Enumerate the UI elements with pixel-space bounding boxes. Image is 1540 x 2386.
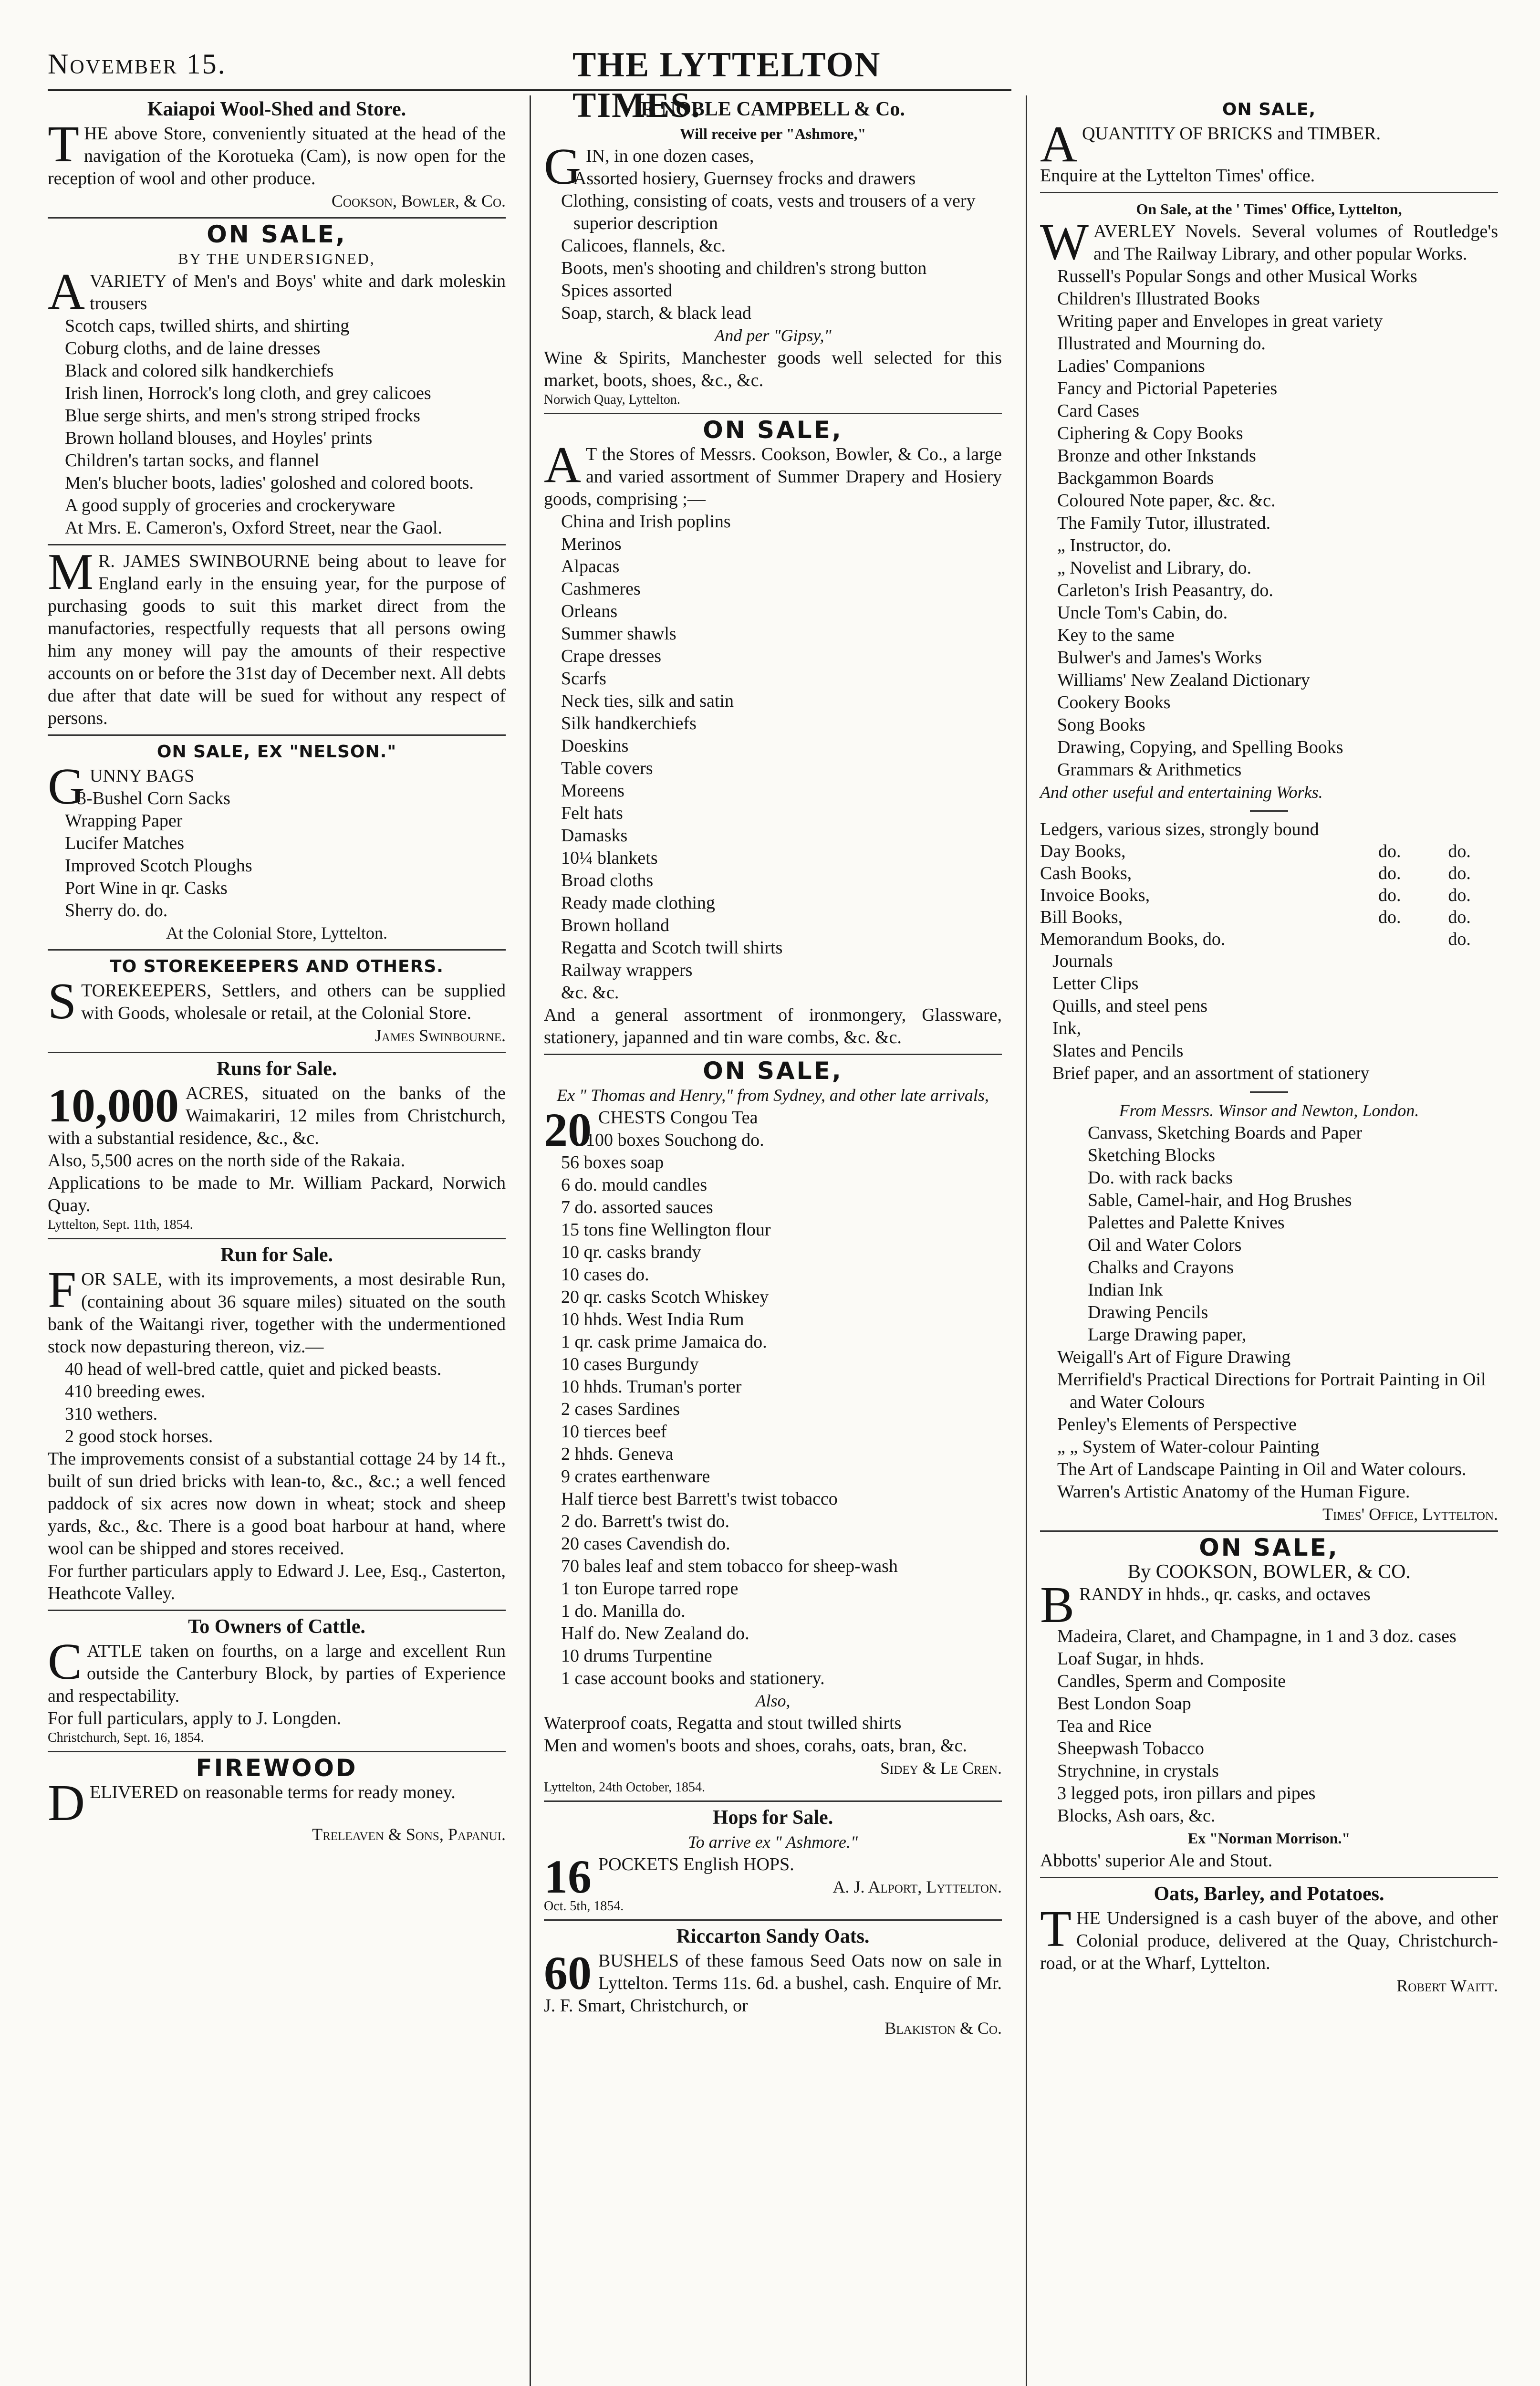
list-item: Men's blucher boots, ladies' goloshed and colored boots. (65, 473, 474, 493)
table-cell: do. (1378, 841, 1401, 861)
list-item: 70 bales leaf and stem tobacco for sheep-wash (561, 1556, 898, 1576)
ad-body (48, 544, 506, 730)
list-item: 1 ton Europe tarred rope (561, 1579, 739, 1599)
list-item: Sherry do. do. (65, 900, 168, 921)
list-item: Williams' New Zealand Dictionary (1057, 670, 1310, 690)
ad-subheading: Also, (755, 1691, 791, 1710)
list-item: „ Novelist and Library, do. (1057, 558, 1251, 578)
list-item: 10 cases do. (561, 1265, 649, 1285)
list-item: At Mrs. E. Cameron's, Oxford Street, near the Gaol. (65, 518, 442, 538)
ad-heading: TO STOREKEEPERS AND OTHERS. (110, 957, 444, 976)
ad-heading: ON SALE, (703, 1057, 843, 1085)
ad-text: ELIVERED on reasonable terms for ready money. (90, 1782, 456, 1802)
ad-body (48, 973, 506, 1030)
table-cell: do. (1378, 885, 1401, 905)
table-row (1040, 906, 1498, 928)
table-row (1040, 928, 1498, 950)
list-item: 10¼ blankets (561, 848, 658, 868)
ad-body (48, 1262, 506, 1358)
ad-text: Wine & Spirits, Manchester goods well selected for this market, boots, shoes, &c., &c. (544, 348, 1002, 390)
issue-date: November 15. (48, 48, 227, 80)
list-item: Coloured Note paper, &c. &c. (1057, 491, 1276, 511)
ad-heading: On Sale, at the ' Times' Office, Lyttelton, (1136, 200, 1402, 218)
list-item: Oil and Water Colors (1088, 1235, 1242, 1255)
column-divider (530, 95, 531, 2386)
item-list (1040, 1346, 1498, 1503)
list-item: 10 drums Turpentine (561, 1646, 712, 1666)
list-item: Sketching Blocks (1088, 1145, 1216, 1165)
big-number: 10,000 (48, 1079, 179, 1132)
ad-heading: ON SALE, (1199, 1534, 1339, 1561)
ad-text: BUSHELS of these famous Seed Oats now on sale in Lyttelton. Terms 11s. 6d. a bushel, cash. Enquire of Mr. J. F. Smart, Christchurch, or (544, 1951, 1002, 2016)
list-item: Warren's Artistic Anatomy of the Human Figure. (1057, 1482, 1410, 1502)
list-item: Fancy and Pictorial Papeteries (1057, 378, 1278, 398)
drop-cap: M (48, 544, 94, 600)
list-item: Spices assorted (561, 281, 673, 301)
list-item: Quills, and steel pens (1052, 996, 1208, 1016)
list-item: 10 cases Burgundy (561, 1354, 699, 1374)
list-item: Brown holland (561, 915, 669, 935)
list-item: Blue serge shirts, and men's strong striped frocks (65, 406, 420, 426)
list-item: A good supply of groceries and crockeryware (65, 495, 395, 515)
drop-cap: F (48, 1262, 77, 1319)
ad-text: T the Stores of Messrs. Cookson, Bowler, & Co., a large and varied assortment of Summer Drapery and Hosiery goods, comprising ;— (544, 444, 1002, 509)
ad-text: TOREKEEPERS, Settlers, and others can be supplied with Goods, wholesale or retail, at the Colonial Store. (81, 981, 506, 1023)
item-list (48, 1358, 506, 1448)
drop-cap: B (1040, 1577, 1075, 1633)
list-item: Grammars & Arithmetics (1057, 760, 1242, 780)
table-cell: Ledgers, various sizes, strongly bound (1040, 819, 1319, 839)
list-item: 1 qr. cask prime Jamaica do. (561, 1332, 767, 1352)
list-item: &c. &c. (561, 983, 619, 1003)
list-item: 7 do. assorted sauces (561, 1197, 713, 1217)
ad-heading: FIREWOOD (196, 1754, 358, 1782)
list-item: Weigall's Art of Figure Drawing (1057, 1347, 1291, 1367)
ad-firewood (48, 1754, 506, 1851)
list-item: 10 hhds. West India Rum (561, 1309, 744, 1329)
table-cell: Cash Books, (1040, 863, 1132, 883)
list-item: Children's tartan socks, and flannel (65, 450, 320, 471)
ad-onsale-thomas-henry (544, 1057, 1002, 1802)
ad-text: ACRES, situated on the banks of the Waimakariri, 12 miles from Christchurch, with a substantial residence, &c., &c. (48, 1083, 506, 1148)
list-item: Soap, starch, & black lead (561, 303, 751, 323)
column-2 (544, 95, 1002, 2049)
ad-heading: Run for Sale. (220, 1244, 333, 1266)
ad-body (48, 116, 506, 190)
big-number: 20 (544, 1103, 592, 1156)
ad-subheading: To arrive ex " Ashmore." (688, 1832, 858, 1852)
ad-subheading: Ex "Norman Morrison." (1187, 1830, 1351, 1847)
list-item: Doeskins (561, 736, 629, 756)
item-list (1040, 265, 1498, 781)
list-item: Palettes and Palette Knives (1088, 1213, 1285, 1233)
list-item: Children's Illustrated Books (1057, 289, 1260, 309)
ad-riccarton-oats (544, 1926, 1002, 2044)
list-item: Do. with rack backs (1088, 1168, 1233, 1188)
list-item: 20 qr. casks Scotch Whiskey (561, 1287, 769, 1307)
ad-heading: ON SALE, EX "NELSON." (156, 742, 397, 762)
list-item: 3 legged pots, iron pillars and pipes (1057, 1783, 1316, 1803)
list-item: Key to the same (1057, 625, 1175, 645)
ad-onsale-moleskin (48, 220, 506, 545)
list-item: Bronze and other Inkstands (1057, 446, 1256, 466)
ad-oats-barley-potatoes (1040, 1883, 1498, 2002)
ad-lead (1040, 116, 1498, 173)
table-row (1040, 818, 1498, 840)
list-item: Half do. New Zealand do. (561, 1623, 749, 1643)
ad-lead (1040, 1577, 1498, 1633)
list-item: Scarfs (561, 669, 606, 689)
ad-text: HE above Store, conveniently situated at the head of the navigation of the Korotueka (Cam), is now open for the reception of wool and other produce. (48, 124, 506, 188)
ad-heading: Hops for Sale. (712, 1807, 833, 1829)
list-item: Orleans (561, 601, 618, 621)
list-item: Indian Ink (1088, 1280, 1163, 1300)
list-item: Sable, Camel-hair, and Hog Brushes (1088, 1190, 1352, 1210)
list-item: Alpacas (561, 556, 620, 576)
ad-text: ATTLE taken on fourths, on a large and excellent Run outside the Canterbury Block, by parties of Experience and respectability. (48, 1641, 506, 1706)
list-item: „ Instructor, do. (1057, 535, 1172, 555)
list-item: „ „ System of Water-colour Painting (1057, 1437, 1320, 1457)
list-item: Neck ties, silk and satin (561, 691, 734, 711)
ad-date: Christchurch, Sept. 16, 1854. (48, 1730, 204, 1745)
big-number: 16 (544, 1850, 592, 1903)
ad-signature: Treleaven & Sons, Papanui. (312, 1825, 506, 1844)
list-item: Bulwer's and James's Works (1057, 648, 1262, 668)
masthead-rule (48, 89, 1011, 91)
ad-body (48, 1775, 506, 1831)
list-item: Irish linen, Horrock's long cloth, and grey calicoes (65, 383, 431, 403)
list-item: 100 boxes Souchong do. (586, 1130, 764, 1150)
list-item: Card Cases (1057, 401, 1140, 421)
big-number: 60 (544, 1946, 592, 1999)
list-item: 10 hhds. Truman's porter (561, 1377, 742, 1397)
ad-text: CHESTS Congou Tea (598, 1108, 758, 1128)
ad-text: UNNY BAGS (90, 766, 195, 786)
ad-hops (544, 1807, 1002, 1921)
ad-heading: Oats, Barley, and Potatoes. (1154, 1883, 1384, 1905)
list-item: Regatta and Scotch twill shirts (561, 938, 783, 958)
ad-bricks-timber (1040, 98, 1498, 193)
drop-cap: D (48, 1775, 85, 1831)
drop-cap: A (48, 263, 85, 320)
table-row (1040, 862, 1498, 884)
list-item: 56 boxes soap (561, 1152, 664, 1172)
list-item: Chalks and Crayons (1088, 1257, 1234, 1277)
ad-run-for-sale (48, 1244, 506, 1611)
list-item: 2 good stock horses. (65, 1426, 213, 1446)
ad-text: For full particulars, apply to J. Longden. (48, 1708, 342, 1728)
ad-noble-campbell (544, 98, 1002, 414)
list-item: Merrifield's Practical Directions for Portrait Painting in Oil and Water Colours (1057, 1370, 1486, 1412)
drop-cap: A (544, 437, 581, 493)
column-divider (1026, 95, 1027, 2386)
item-list (544, 1129, 1002, 1690)
ad-signature: Times' Office, Lyttelton. (1322, 1505, 1498, 1524)
ad-text: POCKETS English HOPS. (598, 1854, 794, 1874)
ad-owners-of-cattle (48, 1616, 506, 1752)
ad-heading: Kaiapoi Wool-Shed and Store. (147, 98, 406, 120)
list-item: Song Books (1057, 715, 1145, 735)
table-cell: do. (1378, 907, 1401, 927)
item-list (48, 787, 506, 922)
list-item: Assorted hosiery, Guernsey frocks and drawers (573, 168, 916, 188)
list-item: Boots, men's shooting and children's strong button (561, 258, 927, 278)
ad-heading: ON SALE, (1222, 100, 1316, 119)
list-item: Improved Scotch Ploughs (65, 856, 252, 876)
list-item: Coburg cloths, and de laine dresses (65, 338, 321, 358)
list-item: Best London Soap (1057, 1694, 1191, 1714)
ad-heading: Runs for Sale. (216, 1058, 337, 1080)
list-item: Calicoes, flannels, &c. (561, 236, 726, 256)
list-item: Broad cloths (561, 870, 654, 890)
ad-signature: Sidey & Le Cren. (880, 1758, 1002, 1778)
table-cell: do. (1378, 863, 1401, 883)
ad-runs-for-sale (48, 1058, 506, 1239)
ad-text: VARIETY of Men's and Boys' white and dark moleskin trousers (90, 271, 506, 314)
ad-onsale-drapery (544, 416, 1002, 1055)
ad-signature: James Swinbourne. (375, 1026, 506, 1045)
list-item: Sheepwash Tobacco (1057, 1738, 1204, 1758)
list-item: Merinos (561, 534, 622, 554)
item-list (1040, 1625, 1498, 1827)
list-item: 20 cases Cavendish do. (561, 1534, 730, 1554)
ad-body (544, 1946, 1002, 2017)
list-item: Illustrated and Mourning do. (1057, 334, 1266, 354)
ad-subheading: Will receive per "Ashmore," (679, 125, 866, 142)
ad-body (1040, 1901, 1498, 1975)
list-item: Half tierce best Barrett's twist tobacco (561, 1489, 838, 1509)
item-list (48, 315, 506, 539)
table-cell: Invoice Books, (1040, 885, 1150, 905)
list-item: 2 do. Barrett's twist do. (561, 1511, 730, 1531)
ad-heading: F. NOBLE CAMPBELL & Co. (641, 98, 905, 120)
ad-signature: Cookson, Bowler, & Co. (331, 191, 506, 210)
ad-body (48, 1079, 506, 1150)
drop-cap: A (1040, 116, 1077, 173)
ad-signature: A. J. Alport, Lyttelton. (832, 1877, 1002, 1896)
list-item: Silk handkerchiefs (561, 713, 697, 733)
item-list (1040, 1122, 1498, 1346)
list-item: Black and colored silk handkerchiefs (65, 361, 334, 381)
list-item: Table covers (561, 758, 653, 778)
ad-text: Men and women's boots and shoes, corahs, oats, bran, &c. (544, 1736, 968, 1756)
item-list (544, 511, 1002, 1004)
drop-cap: S (48, 973, 77, 1030)
column-1 (48, 95, 506, 1855)
table-row (1040, 840, 1498, 862)
ad-times-office-books (1040, 198, 1498, 1532)
table-cell: do. (1448, 863, 1471, 883)
table-cell: do. (1448, 841, 1471, 861)
list-item: Drawing, Copying, and Spelling Books (1057, 737, 1343, 757)
list-item: 2 hhds. Geneva (561, 1444, 674, 1464)
ad-text: And a general assortment of ironmongery, Glassware, stationery, japanned and tin ware combs, &c. &c. (544, 1005, 1002, 1047)
list-item: Ciphering & Copy Books (1057, 423, 1243, 443)
list-item: Crape dresses (561, 646, 661, 666)
ad-heading: ON SALE, (207, 220, 347, 248)
list-item: Carleton's Irish Peasantry, do. (1057, 580, 1273, 600)
table-cell: Day Books, (1040, 841, 1126, 861)
list-item: Damasks (561, 826, 628, 846)
list-item: Railway wrappers (561, 960, 693, 980)
ad-text: QUANTITY OF BRICKS and TIMBER. (1082, 124, 1381, 144)
list-item: China and Irish poplins (561, 512, 731, 532)
list-item: Scotch caps, twilled shirts, and shirting (65, 316, 350, 336)
list-item: Penley's Elements of Perspective (1057, 1414, 1297, 1434)
list-item: The Family Tutor, illustrated. (1057, 513, 1271, 533)
ad-swinbourne (48, 544, 506, 736)
list-item: 310 wethers. (65, 1404, 158, 1424)
ad-text: Abbotts' superior Ale and Stout. (1040, 1851, 1273, 1871)
ad-text: R. JAMES SWINBOURNE being about to leave for England early in the ensuing year, for the purpose of purchasing goods to suit this market direct from the manufactories, respectfully requests that all persons owing him any money will pay the amounts of their respective accounts on or before the 31st day of December next. All debts due after that date will be sued for without any respect of persons. (48, 551, 506, 728)
ad-date: Lyttelton, 24th October, 1854. (544, 1780, 705, 1795)
list-item: Clothing, consisting of coats, vests and trousers of a very superior description (561, 191, 976, 233)
ad-subheading: Ex " Thomas and Henry," from Sydney, and other late arrivals, (557, 1086, 989, 1105)
list-item: Wrapping Paper (65, 811, 183, 831)
ad-date: Oct. 5th, 1854. (544, 1899, 624, 1914)
table-cell: do. (1448, 907, 1471, 927)
table-cell: Bill Books, (1040, 907, 1123, 927)
item-list (1040, 950, 1498, 1085)
list-item: 1 case account books and stationery. (561, 1668, 825, 1688)
list-item: Russell's Popular Songs and other Musical Works (1057, 266, 1417, 286)
list-item: Summer shawls (561, 624, 676, 644)
ad-subheading: By COOKSON, BOWLER, & CO. (1127, 1561, 1411, 1583)
ad-brandy (1040, 1534, 1498, 1878)
list-item: Madeira, Claret, and Champagne, in 1 and 3 doz. cases (1057, 1626, 1457, 1646)
drop-cap: G (48, 758, 85, 815)
list-item: Slates and Pencils (1052, 1041, 1184, 1061)
drop-cap: T (1040, 1901, 1072, 1957)
list-item: 10 qr. casks brandy (561, 1242, 701, 1262)
ad-text: Enquire at the Lyttelton Times' office. (1040, 166, 1315, 186)
list-item: 9 crates earthenware (561, 1466, 710, 1486)
list-item: Cookery Books (1057, 692, 1171, 712)
newspaper-title: THE LYTTELTON TIMES. (572, 45, 881, 125)
list-item: Strychnine, in crystals (1057, 1761, 1219, 1781)
list-item: The Art of Landscape Painting in Oil and Water colours. (1057, 1459, 1467, 1479)
list-item: Loaf Sugar, in hhds. (1057, 1649, 1204, 1669)
ad-text: Several volumes of Routledge's and The Railway Library, and other popular Works. (1093, 221, 1498, 264)
list-item: Tea and Rice (1057, 1716, 1152, 1736)
column-3 (1040, 95, 1498, 2007)
ad-signature: At the Colonial Store, Lyttelton. (166, 923, 387, 942)
list-item: 410 breeding ewes. (65, 1381, 206, 1402)
list-item: Brief paper, and an assortment of stationery (1052, 1063, 1370, 1083)
divider (1250, 1091, 1288, 1093)
list-item: Backgammon Boards (1057, 468, 1214, 488)
ad-nelson (48, 741, 506, 951)
list-item: Letter Clips (1052, 973, 1139, 994)
list-item: Large Drawing paper, (1088, 1325, 1247, 1345)
list-item: 15 tons fine Wellington flour (561, 1220, 771, 1240)
ad-text: Applications to be made to Mr. William Packard, Norwich Quay. (48, 1173, 506, 1215)
ad-subheading: BY THE UNDERSIGNED, (178, 250, 375, 267)
table-row (1040, 884, 1498, 906)
ad-heading: To Owners of Cattle. (188, 1616, 365, 1638)
item-list (544, 167, 1002, 324)
ad-body (48, 1633, 506, 1707)
ad-text: IN, in one dozen cases, (586, 146, 754, 166)
ad-text: And other useful and entertaining Works. (1040, 783, 1323, 802)
list-item: 2 cases Sardines (561, 1399, 680, 1419)
ad-text: For further particulars apply to Edward J. Lee, Esq., Casterton, Heathcote Valley. (48, 1561, 506, 1603)
table-cell: do. (1448, 885, 1471, 905)
ad-heading: ON SALE, (703, 416, 843, 444)
list-item: Ladies' Companions (1057, 356, 1205, 376)
ad-signature: Blakiston & Co. (884, 2019, 1002, 2038)
ad-text: HE Undersigned is a cash buyer of the above, and other Colonial produce, delivered at the Quay, Christchurch-road, or at the Wharf, Lyttelton. (1040, 1908, 1498, 1973)
list-item: Ink, (1052, 1018, 1082, 1038)
ad-text: AVERLEY Novels. (1093, 221, 1241, 241)
ad-subheading: And per "Gipsy," (714, 326, 832, 345)
ledger-table (1040, 818, 1498, 950)
list-item: Brown holland blouses, and Hoyles' prints (65, 428, 373, 448)
list-item: Moreens (561, 781, 624, 801)
drop-cap: C (48, 1633, 83, 1690)
ad-storekeepers (48, 955, 506, 1053)
list-item: Lucifer Matches (65, 833, 185, 853)
list-item: Cashmeres (561, 579, 641, 599)
list-item: Felt hats (561, 803, 623, 823)
ad-text: OR SALE, with its improvements, a most desirable Run, (containing about 36 square miles) situated on the south bank of the Waitangi river, together with the undermentioned stock now depasturing thereon, viz.— (48, 1269, 506, 1357)
ad-lead (1040, 214, 1498, 271)
ad-lead (544, 437, 1002, 511)
list-item: 6 do. mould candles (561, 1175, 708, 1195)
list-item: Uncle Tom's Cabin, do. (1057, 603, 1228, 623)
ad-text: Also, 5,500 acres on the north side of the Rakaia. (48, 1151, 406, 1171)
table-cell: Memorandum Books, do. (1040, 929, 1226, 949)
ad-text: Waterproof coats, Regatta and stout twilled shirts (544, 1713, 902, 1733)
divider (1250, 810, 1288, 812)
drop-cap: G (544, 138, 581, 195)
drop-cap: T (48, 116, 79, 173)
list-item: 10 tierces beef (561, 1422, 667, 1442)
ad-address: Norwich Quay, Lyttelton. (544, 392, 680, 407)
ad-subheading: From Messrs. Winsor and Newton, London. (1119, 1101, 1419, 1120)
list-item: Port Wine in qr. Casks (65, 878, 228, 898)
drop-cap: W (1040, 214, 1089, 271)
ad-kaiapoi (48, 98, 506, 219)
list-item: Canvass, Sketching Boards and Paper (1088, 1123, 1363, 1143)
ad-signature: Robert Waitt. (1396, 1976, 1498, 1995)
list-item: Journals (1052, 951, 1113, 971)
columns (48, 95, 1498, 2386)
table-cell: do. (1448, 929, 1471, 949)
list-item: Candles, Sperm and Composite (1057, 1671, 1286, 1691)
list-item: Writing paper and Envelopes in great variety (1057, 311, 1383, 331)
list-item: Drawing Pencils (1088, 1302, 1208, 1322)
list-item: 1 do. Manilla do. (561, 1601, 686, 1621)
ad-date: Lyttelton, Sept. 11th, 1854. (48, 1217, 193, 1232)
ad-heading: Riccarton Sandy Oats. (676, 1926, 870, 1947)
ad-text: The improvements consist of a substantial cottage 24 by 14 ft., built of sun dried bricks with lean-to, &c., &c.; a well fenced paddock of six acres now down in wheat; stock and sheep yards, &c., &c. There is a good boat harbour at hand, where wool can be shipped and stores received. (48, 1449, 506, 1559)
ad-text: RANDY in hhds., qr. casks, and octaves (1079, 1584, 1371, 1604)
ad-lead (48, 263, 506, 320)
list-item: 40 head of well-bred cattle, quiet and picked beasts. (65, 1359, 442, 1379)
list-item: Blocks, Ash oars, &c. (1057, 1806, 1216, 1826)
list-item: 3-Bushel Corn Sacks (77, 788, 230, 808)
list-item: Ready made clothing (561, 893, 715, 913)
